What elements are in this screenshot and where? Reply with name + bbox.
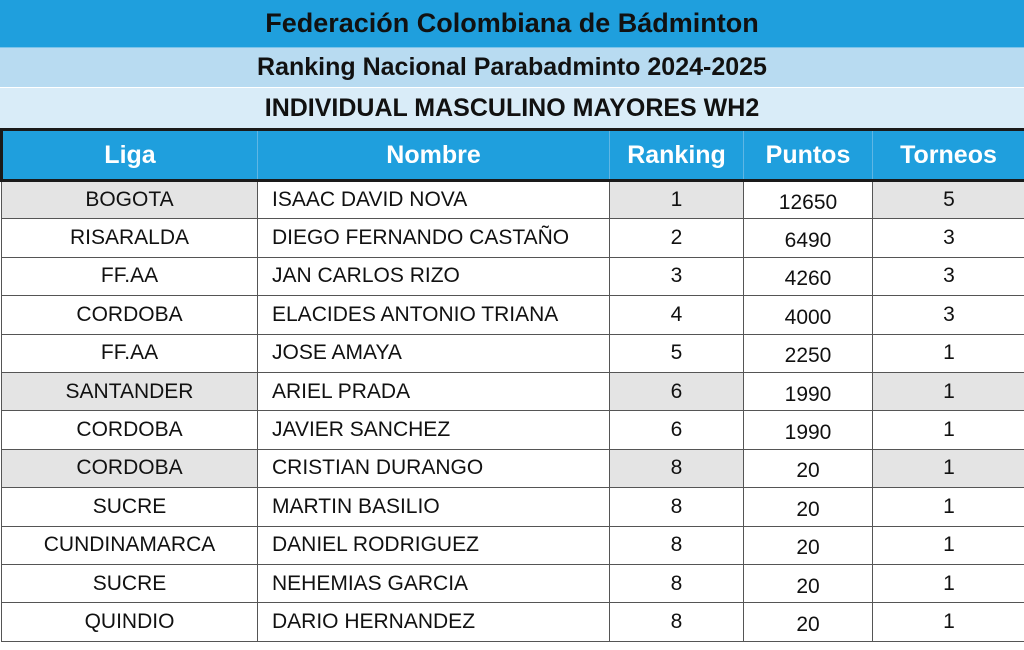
cell-puntos: 12650 [744,181,873,219]
table-row [2,181,1024,219]
cell-nombre: DANIEL RODRIGUEZ [258,526,610,564]
cell-liga: CORDOBA [2,411,258,449]
cell-liga: SUCRE [2,564,258,602]
table-row [2,564,1024,602]
column-header-puntos: Puntos [744,130,873,181]
table-row [2,296,1024,334]
cell-liga: SUCRE [2,488,258,526]
cell-nombre: DARIO HERNANDEZ [258,603,610,641]
cell-torneos: 1 [873,488,1024,526]
cell-torneos: 1 [873,372,1024,410]
column-header-torneos: Torneos [873,130,1024,181]
cell-liga: FF.AA [2,257,258,295]
cell-ranking: 4 [610,296,744,334]
cell-nombre: CRISTIAN DURANGO [258,449,610,487]
cell-puntos: 20 [744,603,873,641]
cell-torneos: 1 [873,334,1024,372]
cell-nombre: NEHEMIAS GARCIA [258,564,610,602]
cell-torneos: 1 [873,564,1024,602]
ranking-subtitle: Ranking Nacional Parabadminto 2024-2025 [0,48,1024,88]
cell-ranking: 5 [610,334,744,372]
cell-liga: CORDOBA [2,449,258,487]
cell-torneos: 1 [873,449,1024,487]
cell-nombre: ARIEL PRADA [258,372,610,410]
cell-ranking: 8 [610,449,744,487]
cell-liga: QUINDIO [2,603,258,641]
cell-nombre: MARTIN BASILIO [258,488,610,526]
cell-liga: BOGOTA [2,181,258,219]
column-header-nombre: Nombre [258,130,610,181]
cell-ranking: 6 [610,372,744,410]
cell-puntos: 2250 [744,334,873,372]
cell-puntos: 20 [744,449,873,487]
ranking-table [0,128,1024,642]
cell-puntos: 6490 [744,219,873,257]
federation-title: Federación Colombiana de Bádminton [0,0,1024,48]
cell-ranking: 8 [610,564,744,602]
cell-liga: CORDOBA [2,296,258,334]
cell-liga: RISARALDA [2,219,258,257]
table-row [2,257,1024,295]
cell-torneos: 3 [873,257,1024,295]
table-row [2,449,1024,487]
cell-nombre: JAN CARLOS RIZO [258,257,610,295]
cell-nombre: DIEGO FERNANDO CASTAÑO [258,219,610,257]
table-row [2,372,1024,410]
column-header-liga: Liga [2,130,258,181]
table-row [2,219,1024,257]
cell-torneos: 3 [873,219,1024,257]
category-title: INDIVIDUAL MASCULINO MAYORES WH2 [0,88,1024,128]
cell-ranking: 8 [610,526,744,564]
table-row [2,334,1024,372]
cell-puntos: 1990 [744,411,873,449]
cell-nombre: ELACIDES ANTONIO TRIANA [258,296,610,334]
cell-torneos: 1 [873,526,1024,564]
column-header-ranking: Ranking [610,130,744,181]
cell-puntos: 20 [744,488,873,526]
cell-liga: SANTANDER [2,372,258,410]
cell-puntos: 20 [744,526,873,564]
cell-puntos: 1990 [744,372,873,410]
cell-liga: CUNDINAMARCA [2,526,258,564]
cell-torneos: 1 [873,411,1024,449]
cell-ranking: 6 [610,411,744,449]
table-header-row [2,130,1024,181]
cell-puntos: 4260 [744,257,873,295]
table-row [2,488,1024,526]
cell-nombre: JOSE AMAYA [258,334,610,372]
cell-ranking: 1 [610,181,744,219]
cell-liga: FF.AA [2,334,258,372]
cell-puntos: 20 [744,564,873,602]
cell-ranking: 3 [610,257,744,295]
cell-torneos: 1 [873,603,1024,641]
table-row [2,603,1024,641]
cell-nombre: ISAAC DAVID NOVA [258,181,610,219]
cell-puntos: 4000 [744,296,873,334]
cell-ranking: 2 [610,219,744,257]
cell-torneos: 3 [873,296,1024,334]
cell-ranking: 8 [610,488,744,526]
table-row [2,526,1024,564]
cell-nombre: JAVIER SANCHEZ [258,411,610,449]
cell-torneos: 5 [873,181,1024,219]
cell-ranking: 8 [610,603,744,641]
table-row [2,411,1024,449]
